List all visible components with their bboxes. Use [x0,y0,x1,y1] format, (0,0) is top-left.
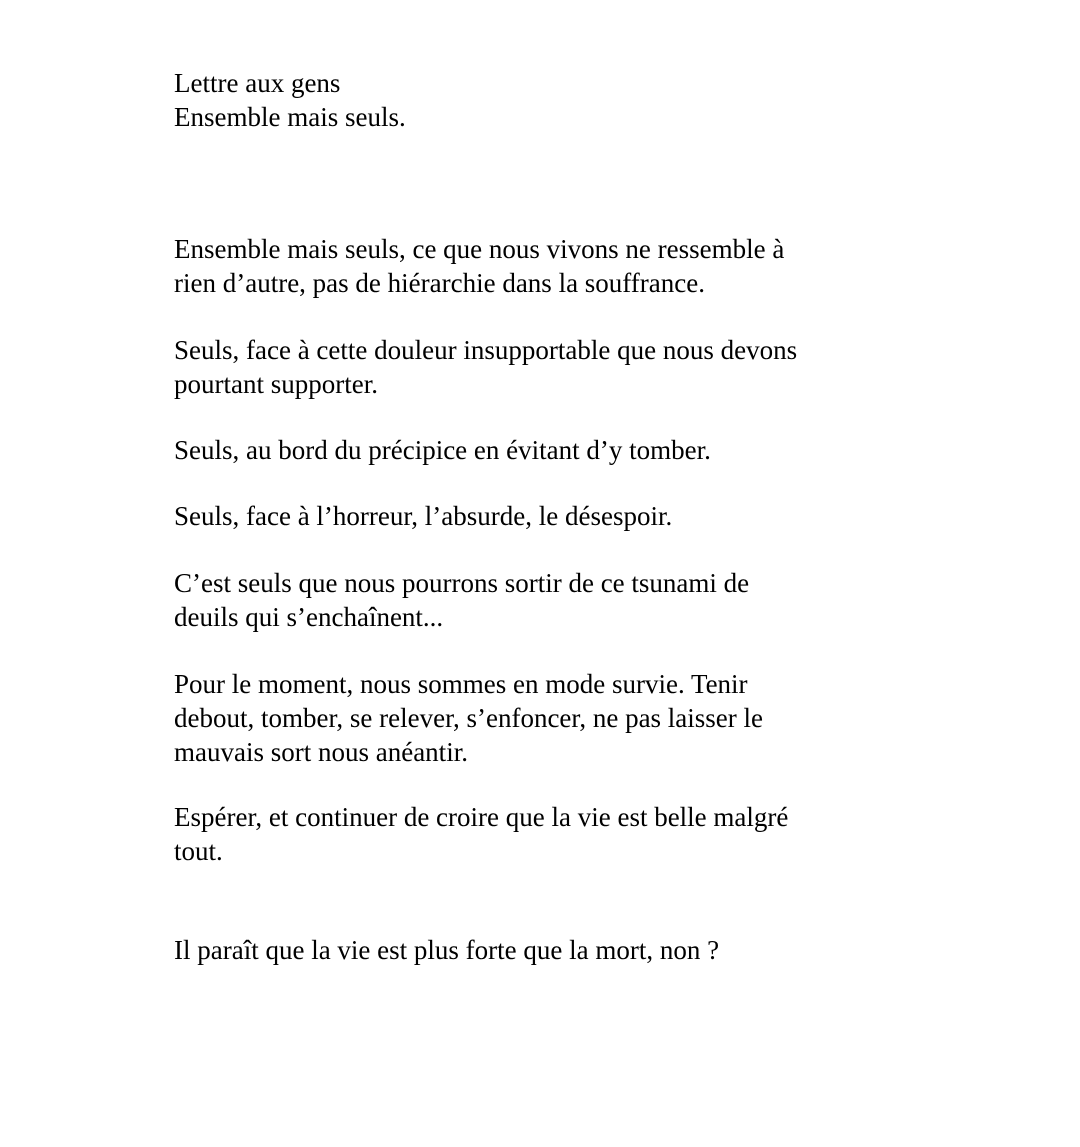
paragraph-line: Il paraît que la vie est plus forte que la mort, non ? [174,935,720,965]
paragraph-line: Espérer, et continuer de croire que la vie est belle malgré [174,802,789,832]
paragraph-2 [174,333,797,401]
paragraph-line: tout. [174,836,223,866]
paragraph-7 [174,800,788,868]
paragraph-8 [174,933,719,967]
paragraph-4 [174,499,672,533]
document-title: Lettre aux gens [174,68,341,98]
paragraph-line: Ensemble mais seuls, ce que nous vivons ne ressemble à [174,234,785,264]
paragraph-1 [174,232,784,300]
paragraph-line: debout, tomber, se relever, s’enfoncer, ne pas laisser le [174,703,764,733]
paragraph-6 [174,667,763,769]
document-subtitle: Ensemble mais seuls. [174,102,406,132]
paragraph-5 [174,566,749,634]
paragraph-line: rien d’autre, pas de hiérarchie dans la souffrance. [174,268,705,298]
paragraph-line: deuils qui s’enchaînent... [174,602,444,632]
paragraph-line: C’est seuls que nous pourrons sortir de ce tsunami de [174,568,750,598]
paragraph-line: Seuls, face à cette douleur insupportable que nous devons [174,335,798,365]
paragraph-line: Pour le moment, nous sommes en mode survie. Tenir [174,669,748,699]
paragraph-3 [174,433,711,467]
paragraph-line: mauvais sort nous anéantir. [174,737,468,767]
paragraph-line: Seuls, face à l’horreur, l’absurde, le désespoir. [174,501,673,531]
document-heading [174,66,406,134]
paragraph-line: Seuls, au bord du précipice en évitant d’y tomber. [174,435,711,465]
paragraph-line: pourtant supporter. [174,369,378,399]
